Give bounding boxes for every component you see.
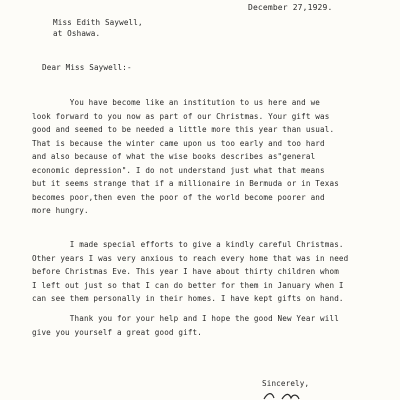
body-line: I made special efforts to give a kindly careful Christmas.: [32, 240, 344, 249]
salutation: Dear Miss Saywell:-: [42, 63, 132, 72]
body-line: becomes poor,then even the poor of the world become poorer and: [32, 193, 325, 202]
body-line: That is because the winter came upon us too early and too hard: [32, 139, 325, 148]
recipient-location: at Oshawa.: [53, 29, 101, 38]
body-line: economic depression". I do not understand just what that means: [32, 166, 325, 175]
body-line: look forward to you now as part of our Christmas. Your gift was: [32, 112, 330, 121]
recipient-name: Miss Edith Saywell,: [53, 18, 143, 27]
body-line: give you yourself a great good gift.: [32, 328, 202, 337]
body-line: but it seems strange that if a millionaire in Bermuda or in Texas: [32, 179, 339, 188]
body-line: before Christmas Eve. This year I have about thirty children whom: [32, 267, 339, 276]
body-line: more hungry.: [32, 206, 89, 215]
body-line: can see them personally in their homes. I have kept gifts on hand.: [32, 294, 344, 303]
body-line: and also because of what the wise books describes as"general: [32, 152, 316, 161]
closing: Sincerely,: [262, 379, 310, 388]
letter-date: December 27,1929.: [248, 3, 333, 12]
body-line: Other years I was very anxious to reach every home that was in need: [32, 254, 349, 263]
body-line: You have become like an institution to us here and we: [32, 98, 321, 107]
body-line: I left out just so that I can do better for them in January when I: [32, 281, 344, 290]
signature-mark: [262, 391, 322, 400]
body-line: Thank you for your help and I hope the good New Year will: [32, 314, 339, 323]
body-line: good and seemed to be needed a little more this year than usual.: [32, 125, 335, 134]
